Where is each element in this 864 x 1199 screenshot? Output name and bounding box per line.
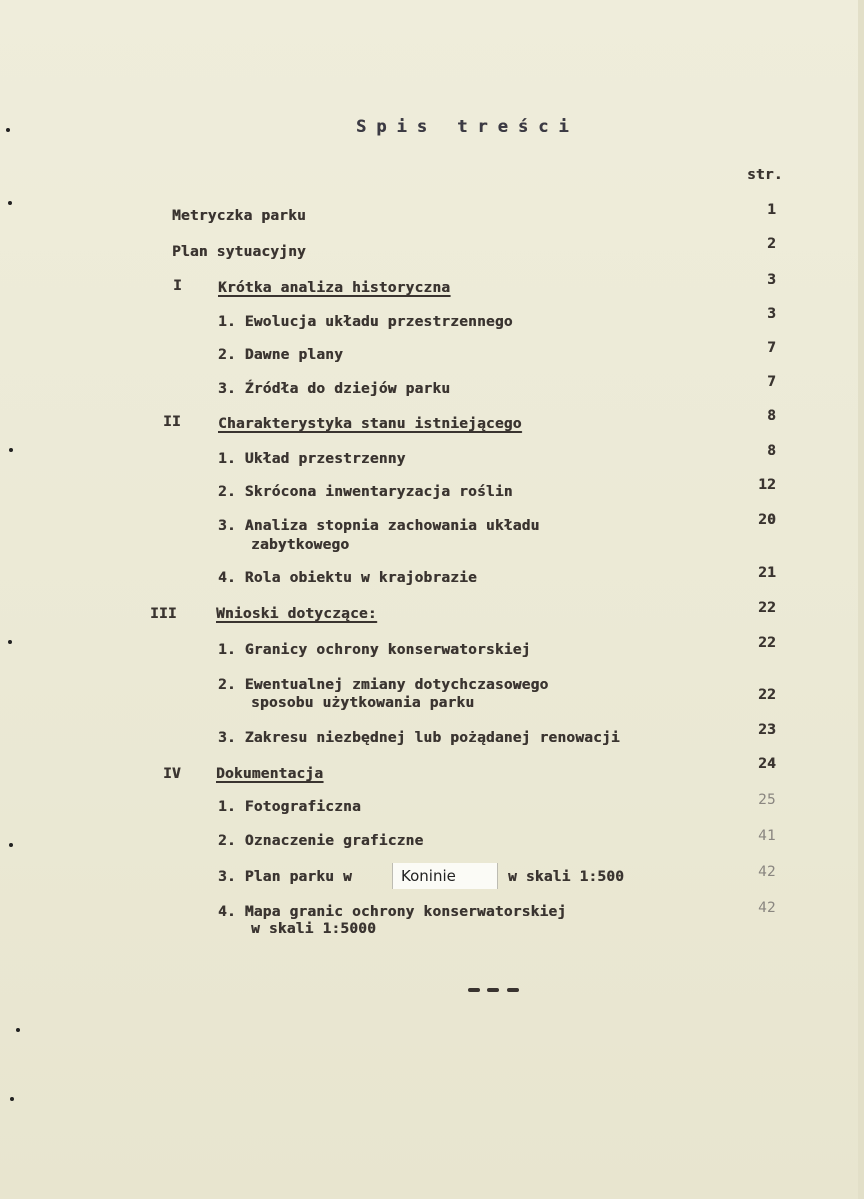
toc-entry-page: 22 (758, 635, 776, 651)
toc-entry-title: Metryczka parku (172, 208, 306, 224)
page-column-header: str. (747, 167, 783, 183)
toc-subentry-title-continued: w skali 1:500 (508, 869, 625, 885)
paper-speck (10, 1097, 14, 1101)
toc-entry-page: 20 (758, 512, 776, 528)
section-heading: Dokumentacja (216, 766, 324, 782)
toc-subentry-title: 2. Skrócona inwentaryzacja roślin (218, 484, 513, 500)
place-name-stamp: Koninie (392, 863, 498, 889)
section-heading: Charakterystyka stanu istniejącego (218, 416, 522, 432)
toc-subentry-title: 2. Dawne plany (218, 347, 344, 363)
toc-subentry-title: 2. Oznaczenie graficzne (218, 833, 424, 849)
toc-subentry-title: 2. Ewentualnej zmiany dotychczasowego (218, 677, 549, 693)
end-mark (468, 988, 480, 992)
paper-speck (6, 128, 10, 132)
toc-entry-page: 1 (767, 202, 776, 218)
toc-entry-page: 42 (758, 864, 776, 880)
paper-speck (8, 201, 12, 205)
paper-speck (16, 1028, 20, 1032)
section-roman-numeral: III (150, 606, 177, 622)
toc-subentry-title: 1. Granicy ochrony konserwatorskiej (218, 642, 531, 658)
toc-subentry-title: 3. Zakresu niezbędnej lub pożądanej renowacji (218, 730, 620, 746)
toc-subentry-title: 3. Źródła do dziejów parku (218, 381, 451, 397)
toc-subentry-title-continued: zabytkowego (251, 537, 350, 553)
toc-entry-page: 25 (758, 792, 776, 808)
toc-entry-page: 21 (758, 565, 776, 581)
section-roman-numeral: II (163, 414, 181, 430)
toc-entry-page: 3 (767, 272, 776, 288)
toc-entry-page: 42 (758, 900, 776, 916)
toc-entry-page: 3 (767, 306, 776, 322)
toc-entry-page: 22 (758, 687, 776, 703)
section-heading: Krótka analiza historyczna (218, 280, 451, 296)
toc-entry-page: 8 (767, 443, 776, 459)
toc-entry-page: 23 (758, 722, 776, 738)
toc-subentry-title: 1. Ewolucja układu przestrzennego (218, 314, 513, 330)
end-mark (487, 988, 499, 992)
toc-entry-page: 12 (758, 477, 776, 493)
toc-entry-page: 7 (767, 340, 776, 356)
toc-subentry-title: 1. Układ przestrzenny (218, 451, 406, 467)
toc-subentry-title-continued: sposobu użytkowania parku (251, 695, 475, 711)
toc-entry-page: 2 (767, 236, 776, 252)
end-mark (507, 988, 519, 992)
toc-subentry-title-continued: w skali 1:5000 (251, 921, 377, 937)
paper-speck (9, 448, 13, 452)
paper-speck (9, 843, 13, 847)
toc-entry-page: 8 (767, 408, 776, 424)
toc-entry-page: 41 (758, 828, 776, 844)
section-heading: Wnioski dotyczące: (216, 606, 377, 622)
toc-entry-page: 24 (758, 756, 776, 772)
toc-subentry-title: 1. Fotograficzna (218, 799, 361, 815)
toc-entry-page: 22 (758, 600, 776, 616)
toc-subentry-title: 3. Analiza stopnia zachowania układu (218, 518, 540, 534)
section-roman-numeral: I (173, 278, 182, 294)
section-roman-numeral: IV (163, 766, 181, 782)
toc-entry-title: Plan sytuacyjny (172, 244, 306, 260)
paper-speck (8, 640, 12, 644)
toc-subentry-title: 4. Mapa granic ochrony konserwatorskiej (218, 904, 567, 920)
page-title: Spis treści (356, 117, 579, 137)
toc-subentry-title: 4. Rola obiektu w krajobrazie (218, 570, 477, 586)
toc-entry-page: 7 (767, 374, 776, 390)
toc-subentry-title: 3. Plan parku w (218, 869, 352, 885)
